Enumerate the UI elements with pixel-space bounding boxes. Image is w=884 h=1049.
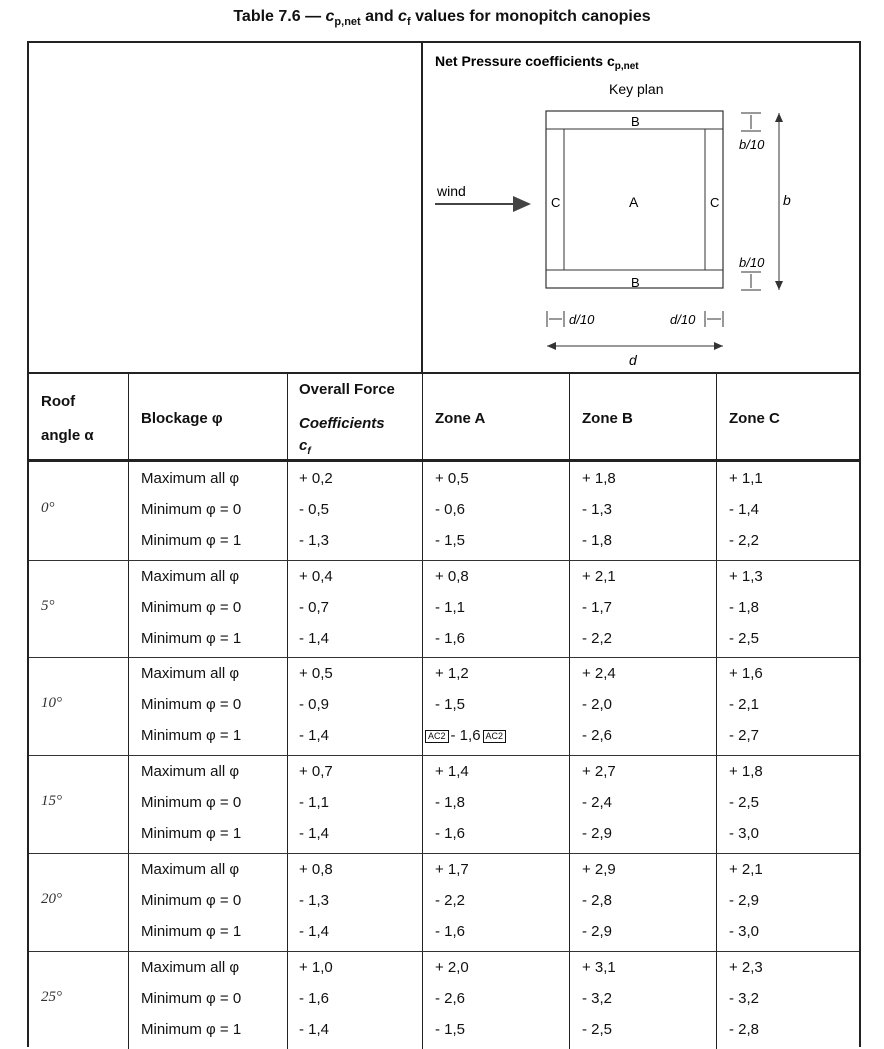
- overall-force-cell: - 1,4: [299, 1021, 330, 1038]
- zone-b-bottom-label: B: [631, 275, 640, 290]
- blockage-cell: Minimum φ = 1: [141, 727, 242, 744]
- wind-arrow-head: [513, 196, 531, 212]
- col-line-5: [716, 374, 717, 459]
- header-coefficients: Coefficients: [299, 415, 385, 432]
- group-divider: [29, 657, 859, 658]
- zone-a-cell: - 1,6: [435, 630, 466, 647]
- zone-b-cell: - 2,2: [582, 630, 613, 647]
- overall-force-cell: - 0,7: [299, 599, 330, 616]
- zone-c-cell: - 2,8: [729, 1021, 760, 1038]
- blockage-cell: Minimum φ = 1: [141, 532, 242, 549]
- zone-a-cell: - 1,6: [435, 825, 466, 842]
- group-divider: [29, 853, 859, 854]
- dim-d-label: d: [629, 352, 637, 368]
- zone-a-cell: + 1,4: [435, 763, 469, 780]
- overall-force-cell: - 1,4: [299, 923, 330, 940]
- zone-c-cell: + 1,8: [729, 763, 763, 780]
- overall-force-cell: + 0,4: [299, 568, 333, 585]
- zone-c-cell: - 2,2: [729, 532, 760, 549]
- zone-b-cell: - 3,2: [582, 990, 613, 1007]
- blockage-cell: Minimum φ = 1: [141, 923, 242, 940]
- blockage-cell: Maximum all φ: [141, 763, 240, 780]
- zone-b-cell: - 2,6: [582, 727, 613, 744]
- blockage-cell: Maximum all φ: [141, 959, 240, 976]
- blockage-cell: Minimum φ = 0: [141, 696, 242, 713]
- blockage-cell: Maximum all φ: [141, 568, 240, 585]
- zone-b-cell: - 2,9: [582, 825, 613, 842]
- blockage-cell: Maximum all φ: [141, 861, 240, 878]
- zone-a-cell: - 2,2: [435, 892, 466, 909]
- roof-angle-cell: 0°: [41, 500, 55, 516]
- blockage-cell: Minimum φ = 1: [141, 630, 242, 647]
- blockage-cell: Minimum φ = 1: [141, 825, 242, 842]
- zone-b-cell: - 2,5: [582, 1021, 613, 1038]
- col-line-4: [569, 374, 570, 459]
- dim-b-arrow-top: [775, 113, 783, 122]
- header-overall-force: Overall Force: [299, 381, 395, 398]
- zone-a-cell: - 1,5: [435, 1021, 466, 1038]
- zone-b-top-label: B: [631, 114, 640, 129]
- zone-c-right-label: C: [710, 195, 720, 210]
- zone-a-cell: + 0,8: [435, 568, 469, 585]
- header-zone-b: Zone B: [582, 410, 633, 427]
- zone-c-cell: + 1,3: [729, 568, 763, 585]
- zone-c-cell: - 2,7: [729, 727, 760, 744]
- zone-a-cell: + 1,2: [435, 665, 469, 682]
- overall-force-cell: + 0,7: [299, 763, 333, 780]
- col-line-2: [287, 374, 288, 459]
- zone-c-cell: - 1,4: [729, 501, 760, 518]
- zone-a-label: A: [629, 194, 639, 210]
- blockage-cell: Maximum all φ: [141, 470, 240, 487]
- overall-force-cell: + 1,0: [299, 959, 333, 976]
- zone-a-cell: + 0,5: [435, 470, 469, 487]
- zone-a-cell: + 1,7: [435, 861, 469, 878]
- group-divider: [29, 755, 859, 756]
- zone-a-cell: - 1,5: [435, 696, 466, 713]
- zone-c-cell: + 1,1: [729, 470, 763, 487]
- zone-a-cell: - 2,6: [435, 990, 466, 1007]
- blockage-cell: Minimum φ = 0: [141, 599, 242, 616]
- b10-bottom-label: b/10: [739, 255, 765, 270]
- group-divider: [29, 560, 859, 561]
- key-plan-label: Key plan: [609, 81, 664, 97]
- zone-c-cell: - 2,5: [729, 630, 760, 647]
- zone-b-cell: - 1,8: [582, 532, 613, 549]
- blockage-cell: Minimum φ = 0: [141, 892, 242, 909]
- zone-b-cell: + 2,7: [582, 763, 616, 780]
- overall-force-cell: - 1,6: [299, 990, 330, 1007]
- d10-left-label: d/10: [569, 312, 595, 327]
- group-divider: [29, 951, 859, 952]
- col-line-1: [128, 374, 129, 459]
- dim-d-arrow-right: [714, 342, 723, 350]
- zone-c-cell: - 1,8: [729, 599, 760, 616]
- header-zone-c: Zone C: [729, 410, 780, 427]
- overall-force-cell: + 0,8: [299, 861, 333, 878]
- coefficients-table: [27, 41, 861, 1047]
- zone-a-cell: - 1,8: [435, 794, 466, 811]
- roof-angle-cell: 10°: [41, 695, 62, 711]
- table-title: Table 7.6 — $c_{p,net}$ and $c_f$ values for monopitch canopies: [233, 8, 651, 29]
- header-blockage: Blockage φ: [141, 410, 223, 427]
- overall-force-cell: - 0,5: [299, 501, 330, 518]
- overall-force-cell: - 1,4: [299, 825, 330, 842]
- d10-right-label: d/10: [670, 312, 696, 327]
- header-top-rule: [29, 372, 859, 374]
- b10-top-label: b/10: [739, 137, 765, 152]
- zone-b-cell: - 2,9: [582, 923, 613, 940]
- zone-a-value: - 1,6: [450, 727, 481, 744]
- zone-a-cell: - 0,6: [435, 501, 466, 518]
- zone-c-cell: - 3,2: [729, 990, 760, 1007]
- header-roof: Roof: [41, 393, 76, 410]
- col-line-3: [422, 374, 423, 459]
- zone-b-cell: - 2,8: [582, 892, 613, 909]
- zone-b-cell: - 1,7: [582, 599, 613, 616]
- blockage-cell: Minimum φ = 1: [141, 1021, 242, 1038]
- overall-force-cell: - 1,1: [299, 794, 330, 811]
- roof-angle-cell: 25°: [41, 989, 62, 1005]
- blockage-cell: Maximum all φ: [141, 665, 240, 682]
- blockage-cell: Minimum φ = 0: [141, 794, 242, 811]
- header-zone-a: Zone A: [435, 410, 486, 427]
- roof-angle-cell: 5°: [41, 598, 55, 614]
- blockage-cell: Minimum φ = 0: [141, 501, 242, 518]
- zone-a-cell: - 1,5: [435, 532, 466, 549]
- zone-b-cell: - 1,3: [582, 501, 613, 518]
- zone-b-cell: + 2,4: [582, 665, 616, 682]
- overall-force-cell: + 0,5: [299, 665, 333, 682]
- overall-force-cell: - 0,9: [299, 696, 330, 713]
- dim-b-label: b: [783, 192, 791, 208]
- zone-b-cell: + 2,9: [582, 861, 616, 878]
- header-angle: angle α: [41, 427, 94, 444]
- key-plan-diagram: [423, 43, 859, 372]
- zone-c-cell: - 3,0: [729, 923, 760, 940]
- amendment-marker: AC2: [425, 730, 449, 743]
- overall-force-cell: - 1,3: [299, 532, 330, 549]
- overall-force-cell: - 1,4: [299, 630, 330, 647]
- zone-c-left-label: C: [551, 195, 561, 210]
- dim-d-arrow-left: [547, 342, 556, 350]
- overall-force-cell: - 1,3: [299, 892, 330, 909]
- zone-b-cell: - 2,4: [582, 794, 613, 811]
- roof-angle-cell: 15°: [41, 793, 62, 809]
- header-cf: $c_f$: [299, 437, 311, 457]
- header-bottom-rule: [29, 459, 859, 462]
- zone-b-cell: + 3,1: [582, 959, 616, 976]
- zone-b-cell: - 2,0: [582, 696, 613, 713]
- zone-c-cell: - 3,0: [729, 825, 760, 842]
- zone-c-cell: - 2,9: [729, 892, 760, 909]
- zone-c-cell: + 1,6: [729, 665, 763, 682]
- zone-a-cell: [423, 727, 508, 744]
- roof-angle-cell: 20°: [41, 891, 62, 907]
- zone-a-cell: - 1,1: [435, 599, 466, 616]
- zone-b-cell: + 2,1: [582, 568, 616, 585]
- zone-c-cell: + 2,1: [729, 861, 763, 878]
- zone-b-cell: + 1,8: [582, 470, 616, 487]
- zone-a-cell: + 2,0: [435, 959, 469, 976]
- wind-label: wind: [437, 183, 466, 199]
- blockage-cell: Minimum φ = 0: [141, 990, 242, 1007]
- zone-c-cell: - 2,5: [729, 794, 760, 811]
- overall-force-cell: - 1,4: [299, 727, 330, 744]
- overall-force-cell: + 0,2: [299, 470, 333, 487]
- diagram-heading: Net Pressure coefficients $c_{p,net}$: [435, 53, 639, 72]
- zone-c-cell: + 2,3: [729, 959, 763, 976]
- amendment-marker: AC2: [483, 730, 507, 743]
- zone-c-cell: - 2,1: [729, 696, 760, 713]
- zone-a-cell: - 1,6: [435, 923, 466, 940]
- dim-b-arrow-bottom: [775, 281, 783, 290]
